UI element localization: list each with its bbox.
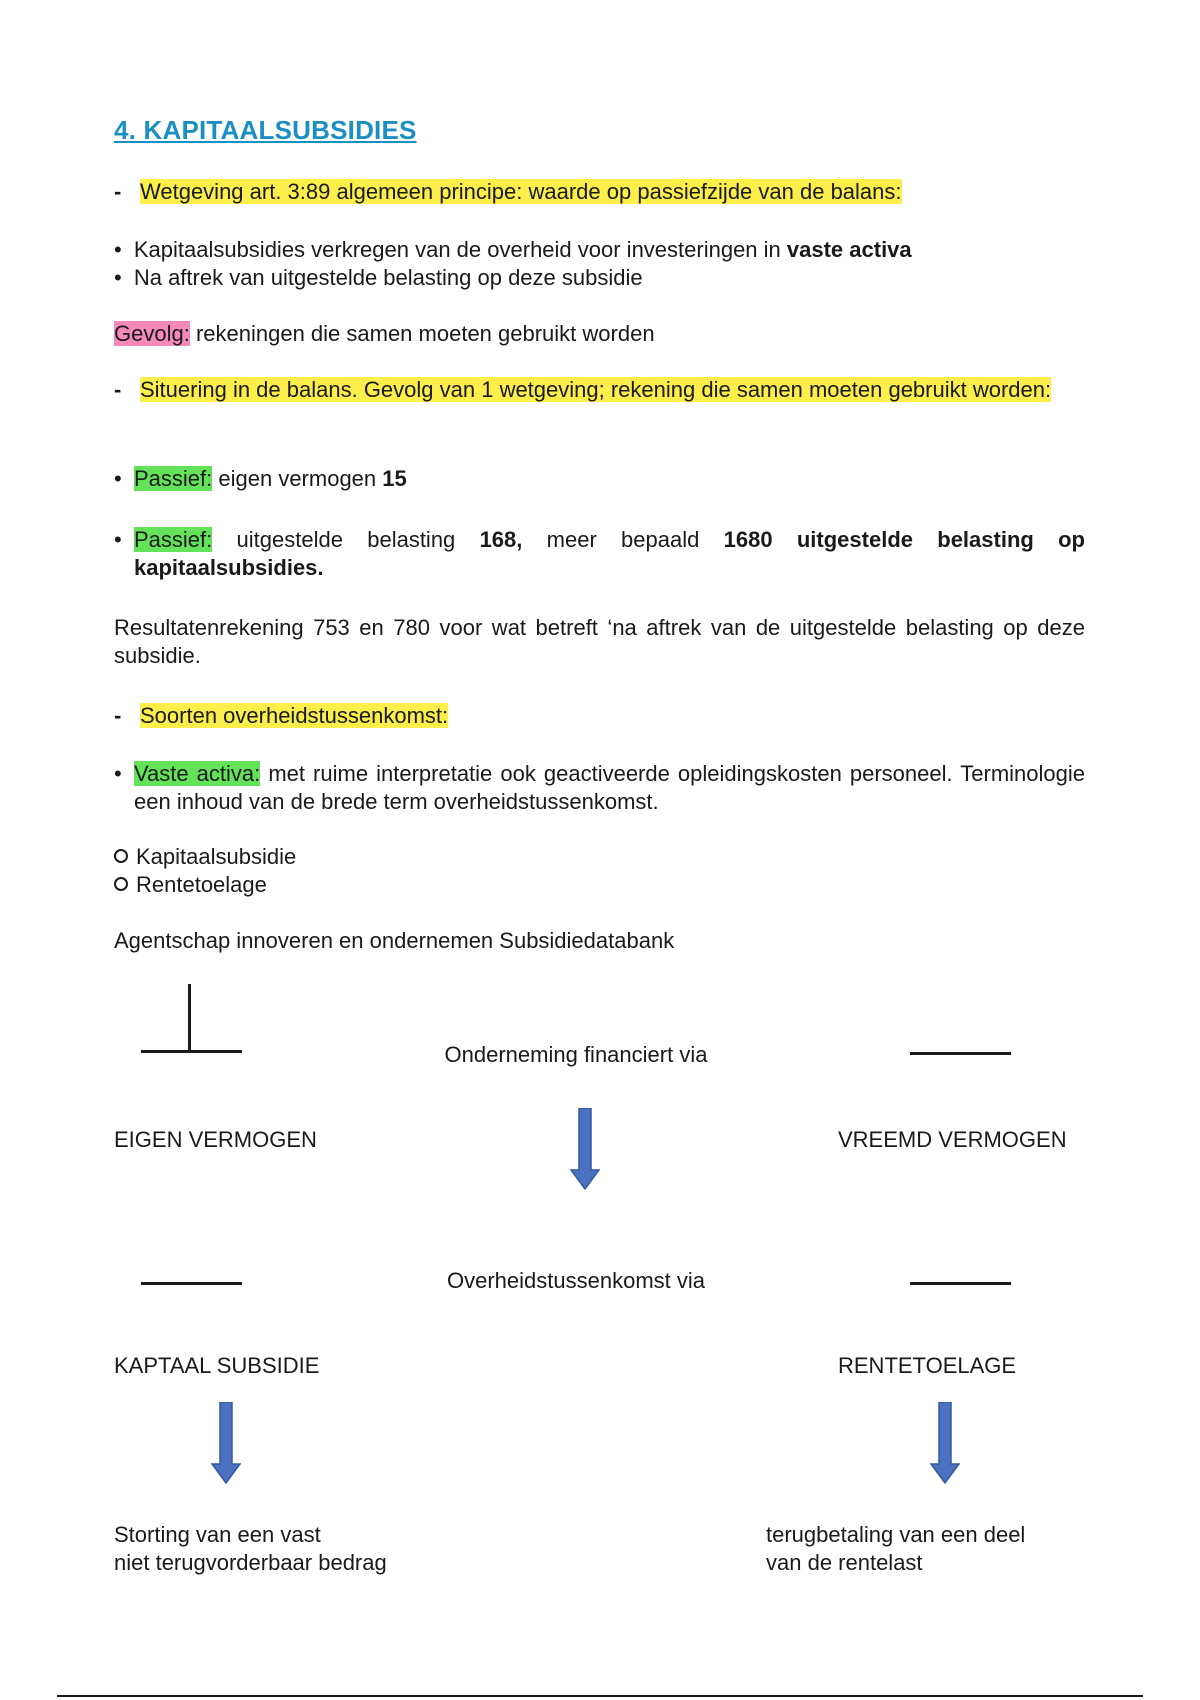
page-bottom-divider [57, 1695, 1143, 1697]
circle-bullet-icon [114, 877, 128, 891]
passief-text: uitgestelde belasting [212, 527, 480, 552]
arrow-down-icon [570, 1108, 600, 1190]
list-item-text: Kapitaalsubsidies verkregen van de overheid voor investeringen in [133, 237, 787, 262]
list-item [114, 236, 912, 264]
list-item [114, 264, 643, 292]
arrow-down-icon [930, 1402, 960, 1484]
arrow-down-icon [211, 1402, 241, 1484]
list-item [114, 465, 122, 493]
page-title: 4. KAPITAALSUBSIDIES [114, 115, 417, 145]
list-item [114, 871, 267, 899]
circle-bullet-icon [114, 849, 128, 863]
heading-text: Situering in de balans. Gevolg van 1 wetgeving; rekening die samen moeten gebruikt worden: [140, 377, 1052, 402]
dash-marker: - [114, 179, 122, 204]
agentschap-line: Agentschap innoveren en ondernemen Subsidiedatabank [114, 928, 675, 953]
list-item-text: Rentetoelage [136, 872, 267, 897]
diagram-label-eigen-vermogen: EIGEN VERMOGEN [114, 1127, 317, 1152]
vaste-activa-label: Vaste activa: [134, 761, 261, 786]
vaste-activa-text: met ruime interpretatie ook geactiveerde opleidingskosten personeel. Terminologie een inhoud van de brede term overheidstussenkomst. [134, 761, 1085, 814]
gevolg-text: rekeningen die samen moeten gebruikt worden [189, 321, 655, 346]
dash-marker: - [114, 703, 122, 728]
diagram-label-vreemd-vermogen: VREEMD VERMOGEN [838, 1127, 1067, 1152]
terugbetaling-line-2: van de rentelast [766, 1550, 923, 1575]
terugbetaling-line-1: terugbetaling van een deel [766, 1522, 1026, 1547]
storting-line-2: niet terugvorderbaar bedrag [114, 1550, 387, 1575]
list-item-bold: vaste activa [786, 237, 912, 262]
heading-text: Soorten overheidstussenkomst: [140, 703, 449, 728]
dash-marker: - [114, 377, 122, 402]
passief-value: 15 [382, 466, 407, 491]
section-heading-soorten [140, 702, 448, 730]
heading-text: Wetgeving art. 3:89 algemeen principe: waarde op passiefzijde van de balans: [140, 179, 902, 204]
vaste-activa-paragraph [134, 760, 1085, 816]
section-heading-situering [140, 376, 1085, 404]
list-item [114, 526, 122, 554]
list-item [114, 760, 122, 788]
passief-uitgestelde-belasting [134, 526, 1085, 582]
diagram-text-terugbetaling [766, 1521, 1025, 1577]
diagram-label-kapitaal-subsidie: KAPTAAL SUBSIDIE [114, 1353, 320, 1378]
gevolg-label: Gevolg: [114, 321, 190, 346]
list-item [114, 843, 296, 871]
resultatenrekening-paragraph: Resultatenrekening 753 en 780 voor wat betreft ‘na aftrek van de uitgestelde belasting op deze subsidie. [114, 615, 1085, 668]
storting-line-1: Storting van een vast [114, 1522, 321, 1547]
passief-label: Passief: [134, 466, 213, 491]
passief-text-2: meer bepaald [522, 527, 724, 552]
diagram-label-rentetoelage: RENTETOELAGE [838, 1353, 1017, 1378]
gevolg-line [114, 320, 655, 348]
list-item-text: Na aftrek van uitgestelde belasting op deze subsidie [133, 265, 643, 290]
list-item-text: Kapitaalsubsidie [136, 844, 297, 869]
bullet-icon: • [114, 527, 122, 552]
bullet-icon: • [114, 265, 122, 290]
diagram-label-overheid: Overheidstussenkomst via [447, 1268, 705, 1293]
bullet-icon: • [114, 237, 122, 262]
section-heading-wetgeving [140, 178, 902, 206]
diagram-label-financiert: Onderneming financiert via [444, 1042, 708, 1067]
passief-eigen-vermogen [134, 465, 1085, 493]
diagram-text-storting [114, 1521, 387, 1577]
passief-detail: 1680 uitgestelde belasting op kapitaalsubsidies. [134, 527, 1085, 580]
passief-value: 168, [479, 527, 523, 552]
passief-label: Passief: [134, 527, 213, 552]
bullet-icon: • [114, 761, 122, 786]
bullet-icon: • [114, 466, 122, 491]
passief-text: eigen vermogen [212, 466, 383, 491]
